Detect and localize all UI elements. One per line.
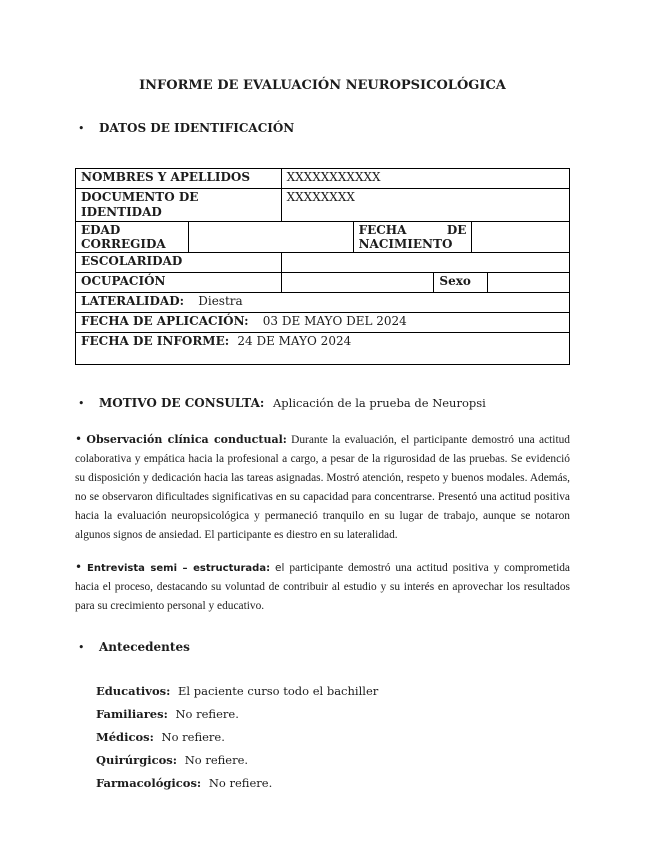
observacion-label: Observación clínica conductual: (86, 433, 287, 446)
nombres-value: XXXXXXXXXXX (281, 169, 569, 188)
list-item-familiares (96, 707, 570, 721)
list-item-medicos (96, 730, 570, 744)
familiares-value: No refiere. (175, 707, 239, 721)
educativos-value: El paciente curso todo el bachiller (178, 684, 379, 698)
escolaridad-value (281, 253, 569, 272)
ocupacion-label: OCUPACIÓN (81, 274, 166, 288)
fecha-aplicacion-value: 03 DE MAYO DEL 2024 (262, 314, 407, 328)
list-item-quirurgicos (96, 753, 570, 767)
de-word: DE (446, 223, 467, 237)
antecedentes-list (75, 684, 570, 790)
document-title: INFORME DE EVALUACIÓN NEUROPSICOLÓGICA (139, 78, 506, 93)
list-item-farmacologicos (96, 776, 570, 790)
table-row-edad-fechanac (76, 221, 569, 252)
entrevista-label: Entrevista semi – estructurada: (87, 563, 271, 574)
nombres-label: NOMBRES Y APELLIDOS (81, 170, 251, 184)
motivo-line (99, 396, 486, 410)
bullet-icon: • (78, 397, 85, 410)
motivo-label: MOTIVO DE CONSULTA: (99, 396, 265, 410)
bullet-icon: • (75, 432, 83, 446)
fecha-informe-cell (76, 333, 569, 364)
fecha-nacimiento-line2: NACIMIENTO (358, 236, 453, 251)
table-row-escolaridad (76, 252, 569, 272)
ocupacion-value (281, 273, 434, 292)
edad-corregida-value (188, 222, 353, 252)
farmacologicos-label: Farmacológicos: (96, 776, 202, 790)
entrevista-lead-word: el (275, 562, 285, 574)
observacion-paragraph (75, 430, 570, 545)
entrevista-text: participante demostró una actitud positiva y comprometida hacia el proceso, destacando su voluntad de contribuir al estudio y su interés en aprovechar los resultados para su crecimiento personal y educativo. (75, 562, 570, 612)
fecha-informe-value: 24 DE MAYO 2024 (237, 334, 352, 348)
fecha-nacimiento-label (353, 222, 472, 252)
table-row-nombres (76, 169, 569, 188)
fecha-nacimiento-line1 (359, 224, 467, 238)
bullet-icon: • (78, 641, 85, 654)
section-datos-label: DATOS DE IDENTIFICACIÓN (99, 121, 295, 135)
sexo-label: Sexo (433, 273, 486, 292)
bullet-icon: • (78, 122, 85, 135)
quirurgicos-label: Quirúrgicos: (96, 753, 178, 767)
section-antecedentes-heading (75, 640, 570, 654)
documento-label: DOCUMENTO DE IDENTIDAD (81, 190, 199, 219)
entrevista-paragraph (75, 558, 570, 616)
fecha-word: FECHA (358, 223, 407, 237)
fecha-informe-label: FECHA DE INFORME: (81, 334, 230, 348)
identification-table (75, 168, 570, 365)
antecedentes-label: Antecedentes (99, 640, 190, 654)
documento-value: XXXXXXXX (281, 189, 569, 221)
table-row-documento (76, 188, 569, 221)
sexo-value (487, 273, 569, 292)
section-motivo-heading (75, 396, 570, 410)
observacion-text: Durante la evaluación, el participante demostró una actitud colaborativa y empática hacia la profesional a cargo, a pesar de la rigurosidad de las pruebas. Se evidenció su disposición y dedicación hacia las tareas asignadas. Mostró atención, respeto y buenos modales. Además, no se observaron dificultades significativas en su capacidad para concentrarse. Presentó una actitud positiva hacia la evaluación neuropsicológica y permaneció tranquilo en su lugar de trabajo, aunque se notaron algunos signos de ansiedad. El participante es diestro en su lateralidad. (75, 434, 571, 541)
medicos-label: Médicos: (96, 730, 154, 744)
list-item-educativos (96, 684, 570, 698)
fecha-nacimiento-value (471, 222, 569, 252)
lateralidad-value: Diestra (198, 294, 243, 308)
table-row-fecha-informe (76, 332, 569, 364)
edad-label-line2: CORREGIDA (81, 236, 166, 251)
section-datos-heading (75, 121, 570, 135)
table-row-lateralidad (76, 292, 569, 312)
fecha-aplicacion-cell (76, 313, 569, 332)
motivo-value: Aplicación de la prueba de Neuropsi (272, 396, 486, 410)
fecha-aplicacion-label: FECHA DE APLICACIÓN: (81, 314, 249, 328)
escolaridad-label: ESCOLARIDAD (81, 254, 183, 268)
lateralidad-label: LATERALIDAD: (81, 294, 185, 308)
table-row-ocupacion (76, 272, 569, 292)
medicos-value: No refiere. (161, 730, 225, 744)
bullet-icon: • (75, 560, 83, 574)
edad-label-line1: EDAD (81, 223, 121, 237)
quirurgicos-value: No refiere. (184, 753, 249, 767)
educativos-label: Educativos: (96, 684, 171, 698)
edad-corregida-label (76, 222, 188, 252)
farmacologicos-value: No refiere. (208, 776, 273, 790)
lateralidad-cell (76, 293, 569, 312)
table-row-fecha-aplicacion (76, 312, 569, 332)
familiares-label: Familiares: (96, 707, 168, 721)
